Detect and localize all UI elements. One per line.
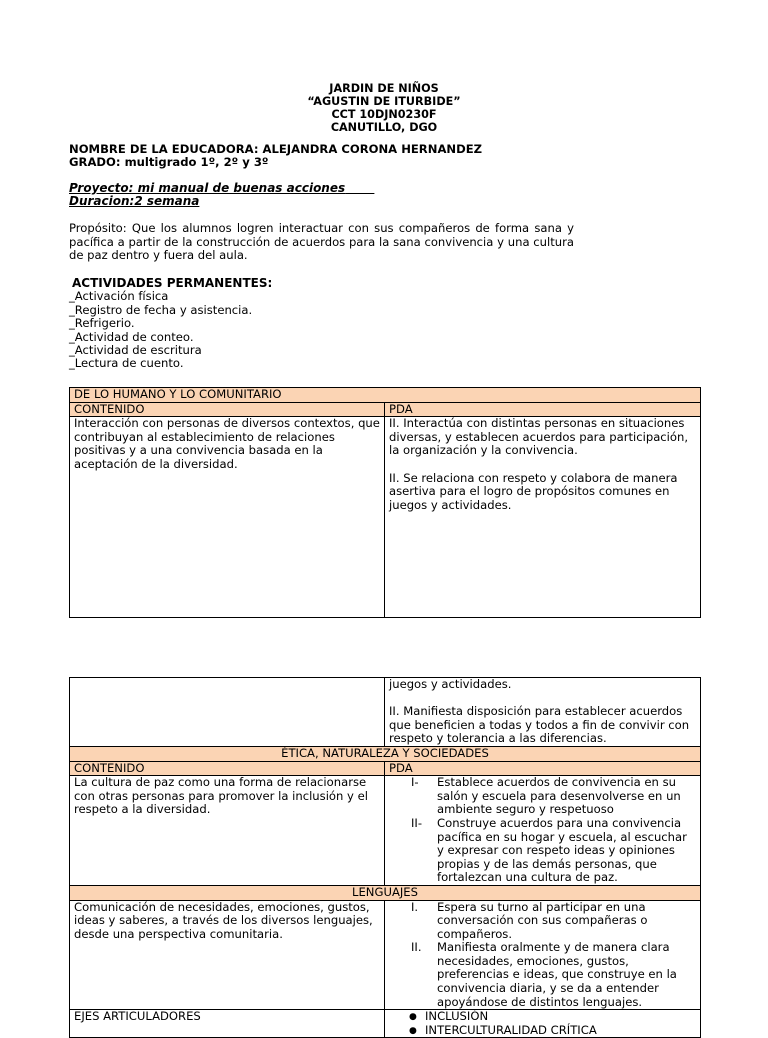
pda-item-tail: juegos y actividades. <box>389 677 512 691</box>
pda-item: II. Manifiesta disposición para establecer acuerdos que beneficien a todas y todos a fin de convivir con respeto y tolerancia a las diferencias. <box>389 704 690 746</box>
pda-item: II. Interactúa con distintas personas en situaciones diversas, y establecen acuerdos para participación, la organización y la convivencia. <box>389 416 689 458</box>
col-pda: PDA <box>385 761 701 776</box>
project-title: Proyecto: mi manual de buenas acciones <box>69 181 346 195</box>
purpose-paragraph: Propósito: Que los alumnos logren interactuar con sus compañeros de forma sana y pacífica a partir de la construcción de acuerdos para la sana convivencia y una cultura de paz dentro y fuera del aula. <box>69 221 574 262</box>
planning-table-part1 <box>69 387 701 512</box>
col-contenido: CONTENIDO <box>70 761 385 776</box>
planning-table-part2 <box>69 677 701 1037</box>
activity-item: _Activación física <box>69 289 169 303</box>
pda-item: I- Establece acuerdos de convivencia en su salón y escuela para desenvolverse en un ambiente seguro y respetuoso <box>411 775 681 817</box>
activity-item: _Actividad de escritura <box>69 343 202 357</box>
school-name: JARDIN DE NIÑOS <box>329 82 439 95</box>
ejes-label: EJES ARTICULADORES <box>70 1010 385 1038</box>
activity-item: _Lectura de cuento. <box>69 356 184 370</box>
grade: GRADO: multigrado 1º, 2º y 3º <box>69 155 269 169</box>
pda-etica <box>385 776 701 886</box>
educator-name: NOMBRE DE LA EDUCADORA: ALEJANDRA CORONA HERNANDEZ <box>69 142 483 156</box>
pda-item: I. Espera su turno al participar en una conversación con sus compañeras o compañeros. <box>411 899 648 941</box>
school-cct: CCT 10DJN0230F <box>331 108 437 121</box>
eje-item: ● INCLUSIÓN <box>405 1010 696 1024</box>
col-pda: PDA <box>385 402 701 417</box>
field-title-etica: ÉTICA, NATURALEZA Y SOCIEDADES <box>70 746 701 761</box>
activity-item: _Actividad de conteo. <box>69 330 194 344</box>
contenido-humano-cont <box>70 678 385 747</box>
pda-item: II- Construye acuerdos para una convivencia pacífica en su hogar y escuela, al escuchar y expresar con respeto ideas y opiniones propias y de las demás personas, que fortalezcan una cultura de paz. <box>411 815 687 885</box>
field-title-lenguajes: LENGUAJES <box>70 885 701 900</box>
pda-lenguajes <box>385 900 701 1010</box>
activity-item: _Registro de fecha y asistencia. <box>69 303 253 317</box>
contenido-etica: La cultura de paz como una forma de relacionarse con otras personas para promover la inclusión y el respeto a la diversidad. <box>70 776 385 886</box>
contenido-humano: Interacción con personas de diversos contextos, que contribuyan al establecimiento de relaciones positivas y a una convivencia basada en la aceptación de la diversidad. <box>70 417 385 618</box>
eje-item: ● INTERCULTURALIDAD CRÍTICA <box>405 1024 696 1038</box>
pda-humano-cont <box>385 678 701 747</box>
contenido-lenguajes: Comunicación de necesidades, emociones, gustos, ideas y saberes, a través de los diversos lenguajes, desde una perspectiva comunitaria. <box>70 900 385 1010</box>
pda-item: II. Manifiesta oralmente y de manera clara necesidades, emociones, gustos, preferencias e ideas, que construye en la convivencia diaria, y se da a entender apoyándose de distintos lenguajes. <box>411 940 677 1009</box>
project-duration: Duracion:2 semana <box>69 194 200 208</box>
pda-item: II. Se relaciona con respeto y colabora de manera asertiva para el logro de propósitos comunes en juegos y actividades. <box>389 470 678 512</box>
pda-humano <box>385 417 701 618</box>
school-location: CANUTILLO, DGO <box>330 121 438 134</box>
activities-title: ACTIVIDADES PERMANENTES: <box>72 276 273 290</box>
field-title-humano: DE LO HUMANO Y LO COMUNITARIO <box>70 388 701 403</box>
school-title: “AGUSTIN DE ITURBIDE” <box>307 95 461 108</box>
ejes-list <box>385 1010 701 1038</box>
activity-item: _Refrigerio. <box>69 316 135 330</box>
col-contenido: CONTENIDO <box>70 402 385 417</box>
